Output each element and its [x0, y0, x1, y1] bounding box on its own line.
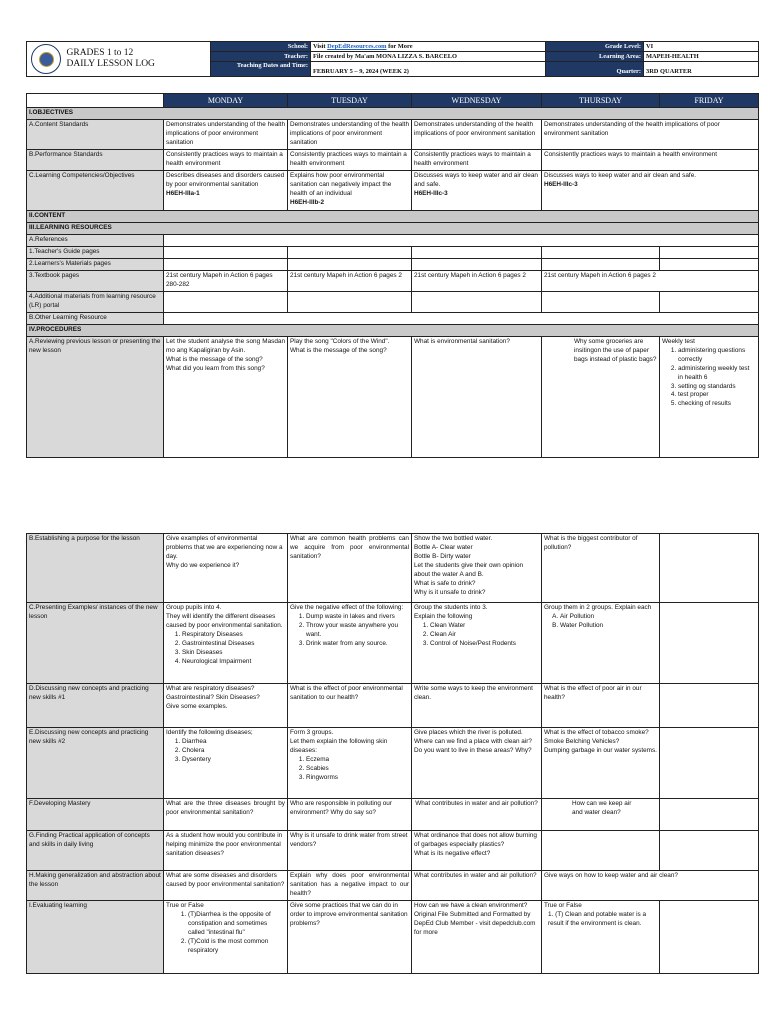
cell-c-mon: Group pupils into 4. They will identify the different diseases caused by poor environmental sanitation. 1. Respiratory Diseases 2. Gastrointestinal Diseases 3. Skin Diseases 4. Neurological Impairment — [164, 603, 288, 684]
lesson-table-part2 — [26, 533, 759, 974]
cell-c-thu: Group them in 2 groups. Explain each A. Air Pollution B. Water Pollution — [542, 603, 660, 684]
row-label-learners-materials: 2.Learners's Materials pages — [27, 258, 164, 270]
deped-seal-icon — [31, 44, 61, 74]
row-label-additional-materials: 4.Additional materials from learning resource (LR) portal — [27, 291, 164, 312]
cell-f-mon: What are the three diseases brought by poor environmental sanitation? — [164, 799, 288, 831]
area-value: MAPEH-HEALTH — [644, 52, 759, 62]
row-label-other-resource: B.Other Learning Resource — [27, 312, 164, 324]
dates-label: Teaching Dates and Time: — [211, 62, 311, 77]
row-label-discussing-2: E.Discussing new concepts and practicing new skills #2 — [27, 728, 164, 799]
list-item: 1. Clean Water — [430, 622, 539, 631]
row-label-discussing-1: D.Discussing new concepts and practicing new skills #1 — [27, 684, 164, 728]
cell-e-tue: Form 3 groups. Let them explain the following skin diseases: 1. Eczema 2. Scabies 3. Ringworms — [288, 728, 412, 799]
list-item: 4. test proper — [678, 391, 756, 400]
cell-b-wed: Show the two bottled water. Bottle A- Clear water Bottle B- Dirty water Let the students give their own opinion about the water A and B. What is safe to drink? Why is it unsafe to drink? — [412, 534, 542, 603]
section-resources: III.LEARNING RESOURCES — [27, 222, 759, 234]
cell-i-thu: True or False 1. (T) Clean and potable water is a result if the environment is clean. — [542, 900, 660, 973]
list-item: 3. Skin Diseases — [182, 649, 285, 658]
row-label-developing-mastery: F.Developing Mastery — [27, 799, 164, 831]
row-label-performance-standards: B.Performance Standards — [27, 150, 164, 171]
cell-f-thu: How can we keep air and water clean? — [542, 799, 660, 831]
section-content: II.CONTENT — [27, 211, 759, 223]
day-friday: FRIDAY — [660, 94, 759, 108]
list-item: 2. Throw your waste anywhere you want. — [306, 622, 409, 640]
cell-tb-wed: 21st century Mapeh in Action 6 pages 2 — [412, 270, 542, 291]
list-item: 4. Neurological Impairment — [182, 658, 285, 667]
cell-c-tue: Give the negative effect of the following: 1. Dump waste in lakes and rivers 2. Throw your waste anywhere you want. 3. Drink water from any source. — [288, 603, 412, 684]
cell-e-wed: Give places which the river is polluted. Where can we find a place with clean air? Do you want to live in these areas? Why? — [412, 728, 542, 799]
cell-perf-tue: Consistently practices ways to maintain a health environment — [288, 150, 412, 171]
cell-g-mon: As a student how would you contribute in helping minimize the poor environmental sanitation diseases? — [164, 831, 288, 871]
cell-g-tue: Why is it unsafe to drink water from street vendors? — [288, 831, 412, 871]
cell-e-mon: Identify the following diseases; 1. Diarrhea 2. Cholera 3. Dysentery — [164, 728, 288, 799]
dates-value: FEBRUARY 5 – 9, 2024 (WEEK 2) — [311, 62, 546, 77]
cell-b-mon: Give examples of environmental problems that we are experiencing now a day. Why do we experience it? — [164, 534, 288, 603]
cell-comp-tue: Explains how poor environmental sanitation can negatively impact the health of an individual H6EH-IIIb-2 — [288, 171, 412, 211]
cell-f-tue: Who are responsible in polluting our environment? Why do say so? — [288, 799, 412, 831]
cell-a-mon: Let the student analyse the song Masdan mo ang Kapaligiran by Asin. What is the message of the song? What did you learn from this song? — [164, 336, 288, 457]
row-label-generalization: H.Making generalization and abstraction about the lesson — [27, 871, 164, 901]
cell-a-thu: Why some groceries are insitingon the use of paper bags instead of plastic bags? — [542, 336, 660, 457]
list-item: B. Water Pollution — [560, 622, 657, 631]
cell-b-thu: What is the biggest contributor of pollution? — [542, 534, 660, 603]
cell-a-fri: Weekly test 1. administering questions correctly 2. administering weekly test in health 6 3. setting og standards 4. test proper 5. checking of results — [660, 336, 759, 457]
school-value: Visit DepEdResources.com for More — [311, 42, 546, 52]
day-tuesday: TUESDAY — [288, 94, 412, 108]
list-item: 3. setting og standards — [678, 383, 756, 392]
cell-h-wed: What contributes in water and air pollution? — [412, 871, 542, 901]
cell-perf-mon: Consistently practices ways to maintain a health environment — [164, 150, 288, 171]
list-item: 3. Ringworms — [306, 774, 409, 783]
teacher-value: File created by Ma'am MONA LIZZA S. BARCELO — [311, 52, 546, 62]
row-label-teachers-guide: 1.Teacher's Guide pages — [27, 246, 164, 258]
cell-i-mon: True or False 1. (T)Diarrhea is the opposite of constipation and sometimes called "intestinal flu" 2. (T)Cold is the most common respiratory — [164, 900, 288, 973]
cell-content-mon: Demonstrates understanding of the health implications of poor environment sanitation — [164, 120, 288, 150]
section-procedures: IV.PROCEDURES — [27, 324, 759, 336]
cell-a-wed: What is environmental sanitation? — [412, 336, 542, 457]
row-label-reviewing: A.Reviewing previous lesson or presenting the new lesson — [27, 336, 164, 457]
row-label-content-standards: A.Content Standards — [27, 120, 164, 150]
list-item: 3. Drink water from any source. — [306, 640, 409, 649]
list-item: 1. (T)Diarrhea is the opposite of constipation and sometimes called "intestinal flu" — [188, 911, 285, 938]
cell-tb-thu: 21st century Mapeh in Action 6 pages 2 — [542, 270, 759, 291]
cell-d-mon: What are respiratory diseases? Gastrointestinal? Skin Diseases? Give some examples. — [164, 684, 288, 728]
section-objectives: I.OBJECTIVES — [27, 108, 759, 120]
cell-e-thu: What is the effect of tobacco smoke? Smoke Belching Vehicles? Dumping garbage in our water systems. — [542, 728, 660, 799]
list-item: 5. checking of results — [678, 400, 756, 409]
deped-seal-cell — [27, 42, 65, 77]
cell-perf-wed: Consistently practices ways to maintain a health environment — [412, 150, 542, 171]
cell-perf-thu: Consistently practices ways to maintain a health environment — [542, 150, 759, 171]
list-item: A. Air Pollution — [560, 613, 657, 622]
day-monday: MONDAY — [164, 94, 288, 108]
list-item: 2. Cholera — [182, 747, 285, 756]
row-label-evaluating: I.Evaluating learning — [27, 900, 164, 973]
cell-g-wed: What ordinance that does not allow burning of garbages especially plastics? What is its negative effect? — [412, 831, 542, 871]
cell-i-wed: How can we have a clean environment? Original File Submitted and Formatted by DepEd Club Member - visit depedclub.com for more — [412, 900, 542, 973]
school-label: School: — [211, 42, 311, 52]
list-item: 1. Eczema — [306, 756, 409, 765]
grade-value: VI — [644, 42, 759, 52]
cell-a-tue: Play the song "Colors of the Wind". What is the message of the song? — [288, 336, 412, 457]
cell-tb-mon: 21st century Mapeh in Action 6 pages 280-282 — [164, 270, 288, 291]
header-table — [26, 41, 759, 77]
row-label-presenting-examples: C.Presenting Examples/ instances of the new lesson — [27, 603, 164, 684]
list-item: 2. Clean Air — [430, 631, 539, 640]
grade-label: Grade Level: — [546, 42, 644, 52]
cell-content-thu: Demonstrates understanding of the health implications of poor environment sanitation — [542, 120, 759, 150]
list-item: 1. administering questions correctly — [678, 347, 756, 365]
cell-comp-wed: Discusses ways to keep water and air clean and safe. H6EH-IIIc-3 — [412, 171, 542, 211]
cell-h-mon: What are some diseases and disorders caused by poor environmental sanitation? — [164, 871, 288, 901]
row-label-practical-application: G.Finding Practical application of concepts and skills in daily living — [27, 831, 164, 871]
row-label-establishing-purpose: B.Establishing a purpose for the lesson — [27, 534, 164, 603]
list-item: 2. Gastrointestinal Diseases — [182, 640, 285, 649]
cell-tb-tue: 21st century Mapeh in Action 6 pages 2 — [288, 270, 412, 291]
row-label-textbook: 3.Textbook pages — [27, 270, 164, 291]
doc-title: GRADES 1 to 12 DAILY LESSON LOG — [65, 42, 211, 77]
corner-cell — [27, 94, 164, 108]
cell-c-wed: Group the students into 3. Explain the following 1. Clean Water 2. Clean Air 3. Control of Noise/Pest Rodents — [412, 603, 542, 684]
list-item: 1. Respiratory Diseases — [182, 631, 285, 640]
row-label-competencies: C.Learning Competencies/Objectives — [27, 171, 164, 211]
cell-d-tue: What is the effect of poor environmental sanitation to our health? — [288, 684, 412, 728]
cell-content-tue: Demonstrates understanding of the health implications of poor environment sanitation — [288, 120, 412, 150]
list-item: 2. (T)Cold is the most common respiratory — [188, 938, 285, 956]
day-thursday: THURSDAY — [542, 94, 660, 108]
row-label-references: A.References — [27, 234, 164, 246]
cell-f-wed: What contributes in water and air pollution? — [412, 799, 542, 831]
depedresources-link[interactable]: DepEdResources.com — [327, 43, 387, 50]
list-item: 2. administering weekly test in health 6 — [678, 365, 756, 383]
area-label: Learning Area: — [546, 52, 644, 62]
list-item: 3. Dysentery — [182, 756, 285, 765]
list-item: 3. Control of Noise/Pest Rodents — [430, 640, 539, 649]
cell-h-thu: Give ways on how to keep water and air clean? — [542, 871, 759, 901]
cell-h-tue: Explain why does poor environmental sanitation has a negative impact to our health? — [288, 871, 412, 901]
cell-d-thu: What is the effect of poor air in our health? — [542, 684, 660, 728]
cell-comp-thu: Discusses ways to keep water and air clean and safe. H6EH-IIIc-3 — [542, 171, 759, 211]
cell-comp-mon: Describes diseases and disorders caused by poor environmental sanitation H6EH-IIIa-1 — [164, 171, 288, 211]
quarter-value: 3RD QUARTER — [644, 62, 759, 77]
cell-i-tue: Give some practices that we can do in order to improve environmental sanitation problems? — [288, 900, 412, 973]
list-item: 1. Dump waste in lakes and rivers — [306, 613, 409, 622]
teacher-label: Teacher: — [211, 52, 311, 62]
cell-b-tue: What are common health problems can we acquire from poor environmental sanitation? — [288, 534, 412, 603]
list-item: 2. Scabies — [306, 765, 409, 774]
cell-d-wed: Write some ways to keep the environment clean. — [412, 684, 542, 728]
quarter-label: Quarter: — [546, 62, 644, 77]
list-item: 1. Diarrhea — [182, 738, 285, 747]
lesson-table-part1 — [26, 93, 759, 458]
cell-content-wed: Demonstrates understanding of the health implications of poor environment sanitation — [412, 120, 542, 150]
day-wednesday: WEDNESDAY — [412, 94, 542, 108]
